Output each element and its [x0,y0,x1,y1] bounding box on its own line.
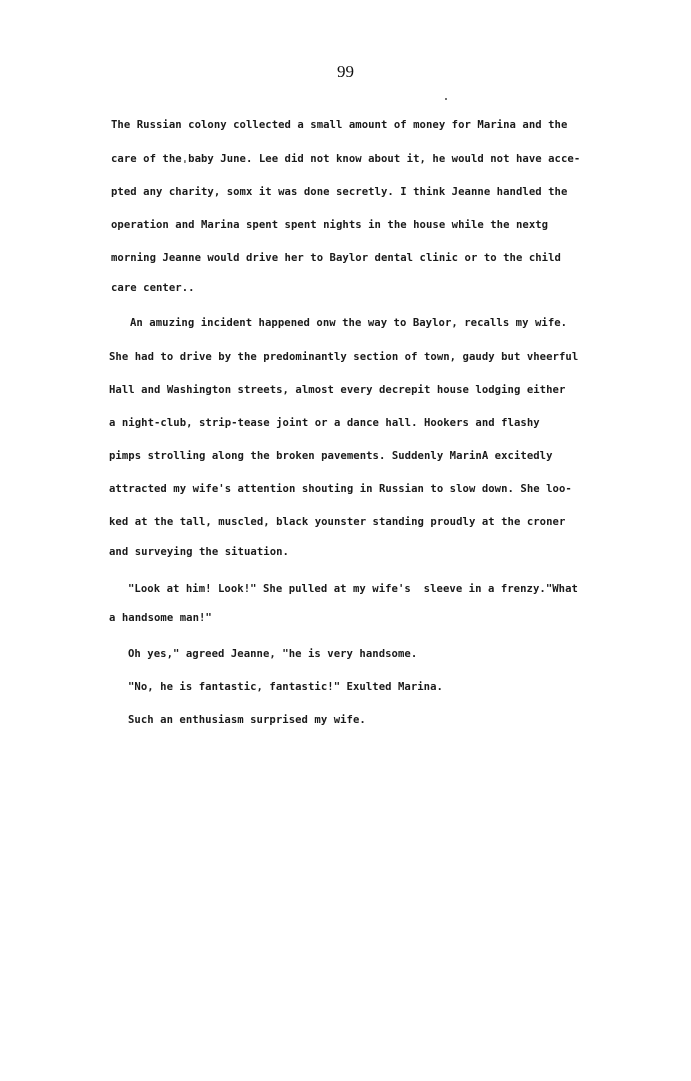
text-line-3: pted any charity, somx it was done secretly. I think Jeanne handled the [111,186,568,198]
text-line-11: pimps strolling along the broken pavements. Suddenly MarinA excitedly [109,450,553,462]
text-line-19: Such an enthusiasm surprised my wife. [128,714,366,726]
text-line-10: a night-club, strip-tease joint or a dance hall. Hookers and flashy [109,417,540,429]
text-line-12: attracted my wife's attention shouting in Russian to slow down. She loo- [109,483,572,495]
text-line-9: Hall and Washington streets, almost every decrepit house lodging either [109,384,566,396]
text-line-16: a handsome man!" [109,612,212,624]
text-line-18: "No, he is fantastic, fantastic!" Exulted Marina. [128,681,443,693]
page-number: 99 [337,62,354,81]
text-line-7: An amuzing incident happened onw the way to Baylor, recalls my wife. [130,317,568,329]
text-line-14: and surveying the situation. [109,546,289,558]
text-line-15: "Look at him! Look!" She pulled at my wife's sleeve in a frenzy."What [128,583,578,595]
text-line-17: Oh yes," agreed Jeanne, "he is very handsome. [128,648,418,660]
text-line-1: The Russian colony collected a small amount of money for Marina and the [111,119,568,131]
text-line-6: care center.. [111,282,195,294]
text-line-8: She had to drive by the predominantly section of town, gaudy but vheerful [109,351,579,363]
text-line-2: care of theˌbaby June. Lee did not know about it, he would not have acce- [111,153,581,165]
text-line-4: operation and Marina spent spent nights in the house while the nextg [111,219,549,231]
text-line-5: morning Jeanne would drive her to Baylor dental clinic or to the child [111,252,561,264]
text-line-13: ked at the tall, muscled, black younster standing proudly at the croner [109,516,566,528]
scan-speck [445,98,447,100]
